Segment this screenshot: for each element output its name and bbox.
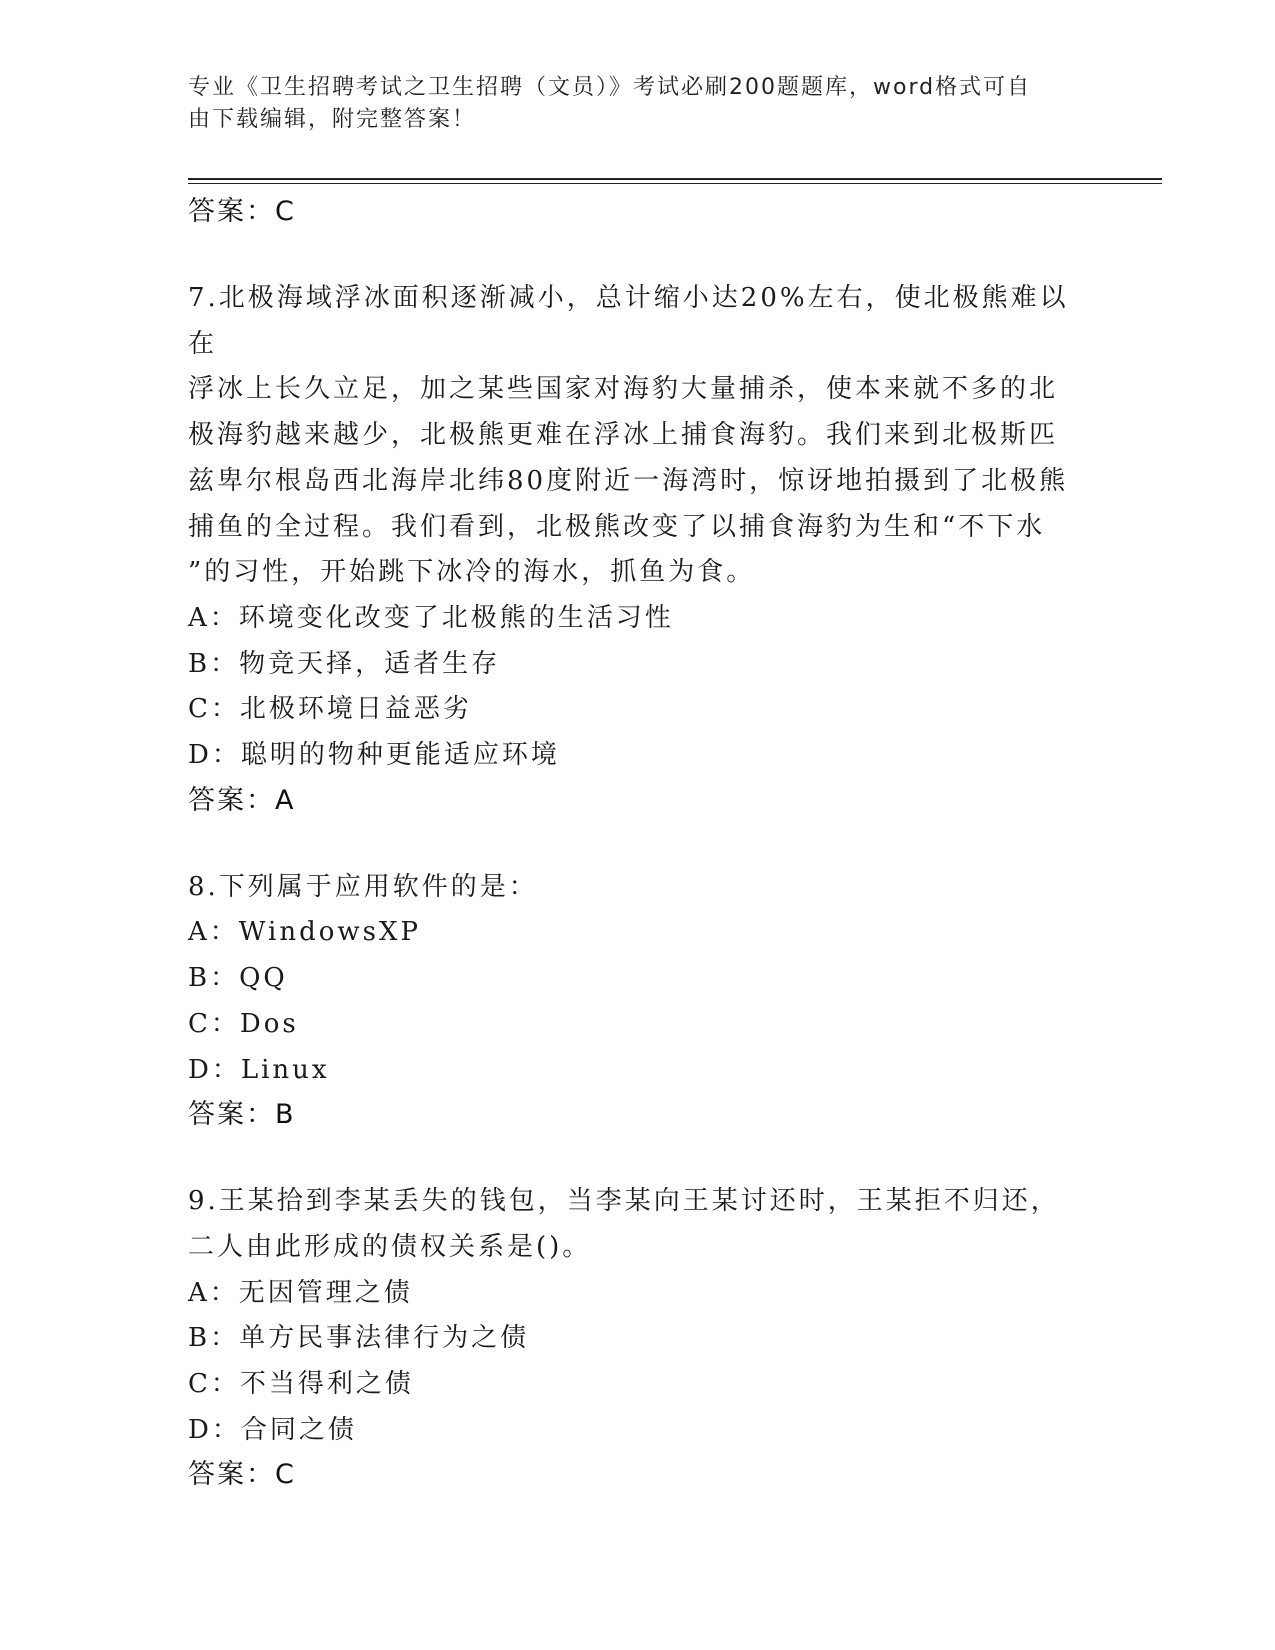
answer-label: 答案：C: [188, 1459, 296, 1491]
option-d: D：合同之债: [188, 1414, 357, 1445]
document-header: [188, 72, 1088, 136]
header-line-1: 专业《卫生招聘考试之卫生招聘（文员）》考试必刷200题题库，word格式可自: [188, 75, 1032, 100]
option-d: D：聪明的物种更能适应环境: [188, 740, 560, 771]
question-text-line: 极海豹越来越少，北极熊更难在浮冰上捕食海豹。我们来到北极斯匹: [188, 420, 1059, 451]
option-b: B：单方民事法律行为之债: [188, 1323, 530, 1354]
option-a: A：无因管理之债: [188, 1277, 413, 1308]
question-block: [188, 865, 1088, 1138]
question-text-line: 7.北极海域浮冰面积逐渐减小，总计缩小达20%左右，使北极熊难以在: [188, 283, 1069, 359]
question-text-line: 兹卑尔根岛西北海岸北纬80度附近一海湾时，惊讶地拍摄到了北极熊: [188, 465, 1069, 496]
document-body: [188, 190, 1088, 1497]
spacer: [188, 823, 1088, 865]
question-block: [188, 276, 1088, 823]
question-text-line: ”的习性，开始跳下冰冷的海水，抓鱼为食。: [188, 557, 756, 588]
option-c: C：北极环境日益恶劣: [188, 694, 472, 725]
answer-label: 答案：A: [188, 784, 296, 816]
question-text-line: 9.王某拾到李某丢失的钱包，当李某向王某讨还时，王某拒不归还，: [188, 1186, 1060, 1217]
question-text-line: 8.下列属于应用软件的是：: [188, 871, 538, 902]
option-c: C：Dos: [188, 1008, 299, 1039]
answer-label: 答案：B: [188, 1099, 296, 1131]
question-block: [188, 1179, 1088, 1497]
header-divider-thick: [188, 178, 1162, 180]
header-divider-thin: [188, 183, 1162, 184]
header-line-2: 由下载编辑，附完整答案！: [188, 107, 477, 132]
question-text-line: 浮冰上长久立足，加之某些国家对海豹大量捕杀，使本来就不多的北: [188, 374, 1059, 405]
spacer: [188, 1137, 1088, 1179]
option-c: C：不当得利之债: [188, 1369, 414, 1400]
option-a: A：WindowsXP: [188, 917, 422, 948]
option-b: B：物竞天择，适者生存: [188, 648, 501, 679]
question-text-line: 二人由此形成的债权关系是()。: [188, 1231, 592, 1262]
option-d: D：Linux: [188, 1054, 330, 1085]
option-a: A：环境变化改变了北极熊的生活习性: [188, 602, 674, 633]
answer-label: 答案：C: [188, 196, 296, 227]
question-text-line: 捕鱼的全过程。我们看到，北极熊改变了以捕食海豹为生和“不下水: [188, 511, 1046, 542]
option-b: B：QQ: [188, 963, 288, 994]
spacer: [188, 234, 1088, 276]
